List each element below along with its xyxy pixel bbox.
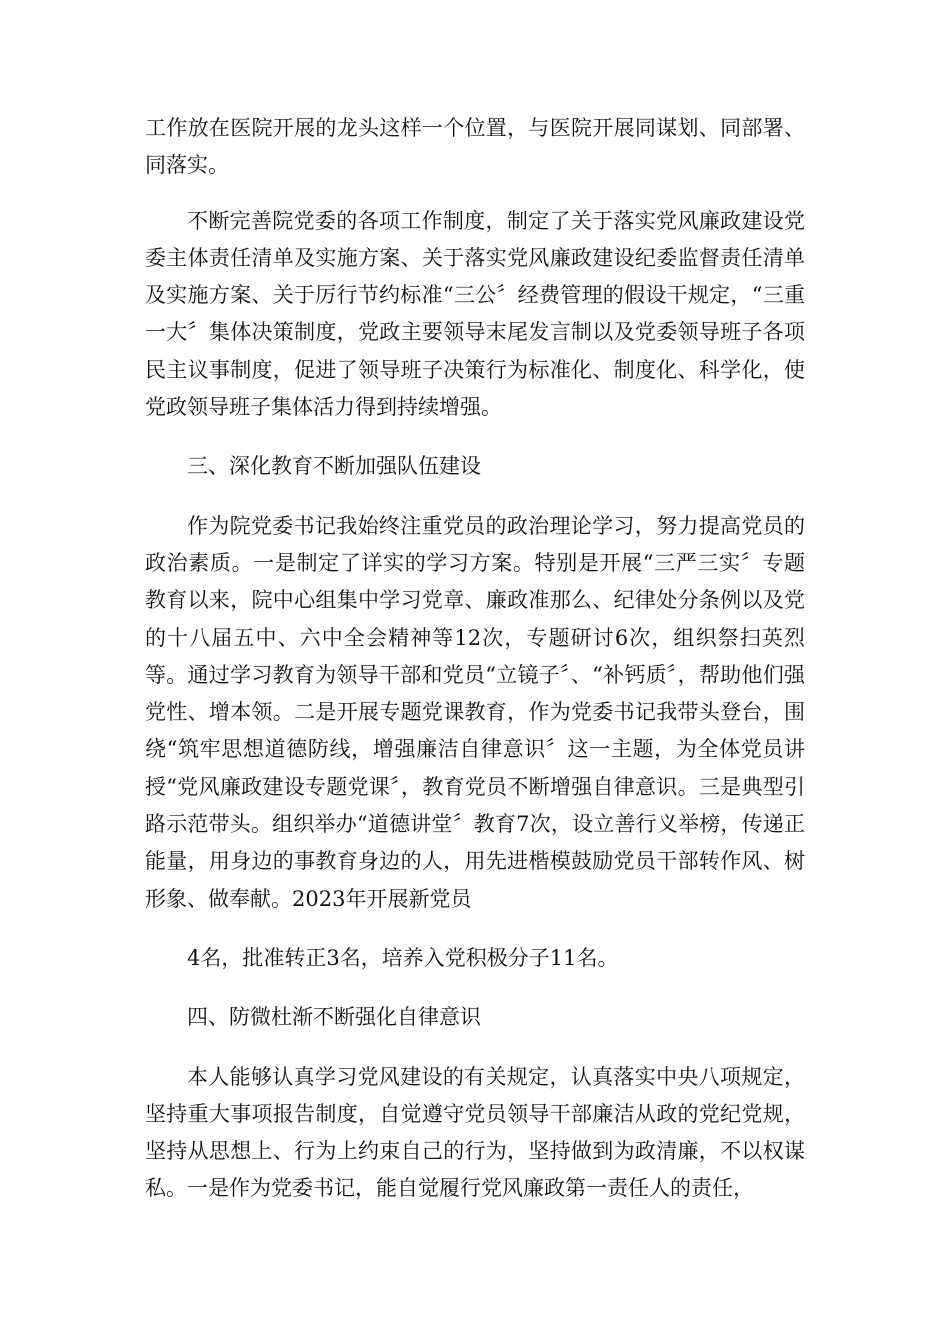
document-body [145, 110, 805, 1230]
paragraph-system-improvement: 不断完善院党委的各项工作制度，制定了关于落实党风廉政建设党委主体责任清单及实施方案、关于落实党风廉政建设纪委监督责任清单及实施方案、关于厉行节约标准“三公〞经费管理的假设干规定，“三重一大〞集体决策制度，党政主要领导末尾发言制以及党委领导班子各项民主议事制度，促进了领导班子决策行为标准化、制度化、科学化，使党政领导班子集体活力得到持续增强。 [145, 208, 805, 420]
paragraph-education: 作为院党委书记我始终注重党员的政治理论学习，努力提高党员的政治素质。一是制定了详实的学习方案。特别是开展“三严三实〞专题教育以来，院中心组集中学习党章、廉政准那么、纪律处分条例以及党的十八届五中、六中全会精神等12次，专题研讨6次，组织祭扫英烈等。通过学习教育为领导干部和党员“立镜子〞、“补钙质〞，帮助他们强党性、增本领。二是开展专题党课教育，作为党委书记我带头登台，围绕“筑牢思想道德防线，增强廉洁自律意识〞这一主题，为全体党员讲授“党风廉政建设专题党课〞，教育党员不断增强自律意识。三是典型引路示范带头。组织举办“道德讲堂〞教育7次，设立善行义举榜，传递正能量，用身边的事教育身边的人，用先进楷模鼓励党员干部转作风、树形象、做奉献。2023年开展新党员 [145, 513, 805, 911]
section-heading-three: 三、深化教育不断加强队伍建设 [187, 454, 481, 479]
section-heading-four: 四、防微杜渐不断强化自律意识 [187, 1005, 481, 1030]
paragraph-party-members-count: 4名，批准转正3名，培养入党积极分子11名。 [187, 945, 619, 970]
paragraph-continuation: 工作放在医院开展的龙头这样一个位置，与医院开展同谋划、同部署、同落实。 [145, 116, 805, 178]
paragraph-self-discipline: 本人能够认真学习党风建设的有关规定，认真落实中央八项规定，坚持重大事项报告制度，自觉遵守党员领导干部廉洁从政的党纪党规，坚持从思想上、行为上约束自己的行为，坚持做到为政清廉，不以权谋私。一是作为党委书记，能自觉履行党风廉政第一责任人的责任， [145, 1064, 805, 1201]
